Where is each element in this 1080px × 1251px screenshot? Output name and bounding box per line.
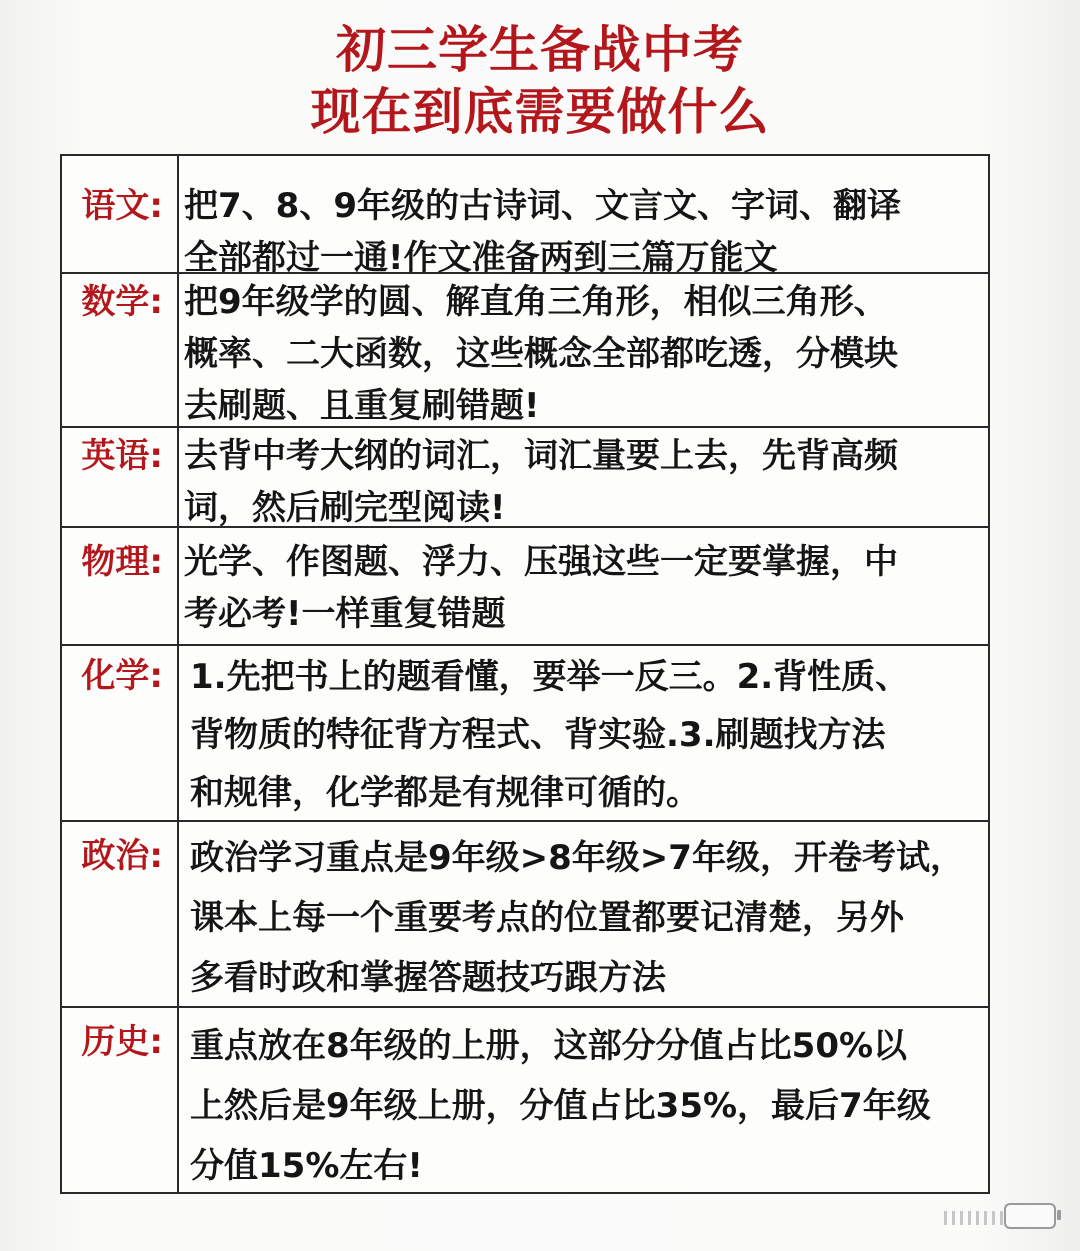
study-plan-table: [60, 154, 990, 1194]
subject-content: [190, 648, 978, 822]
page-subtitle: 现在到底需要做什么: [310, 83, 770, 141]
content-line: 课本上每一个重要考点的位置都要记清楚，另外: [190, 898, 904, 938]
subject-label: 物理:: [81, 542, 163, 582]
subject-label: 数学:: [81, 282, 163, 322]
content-line: 考必考!一样重复错题: [184, 594, 506, 634]
content-line: 去背中考大纲的词汇，词汇量要上去，先背高频: [184, 436, 898, 476]
subject-content: [190, 1016, 978, 1196]
content-line: 背物质的特征背方程式、背实验.3.刷题找方法: [190, 715, 886, 755]
content-line: 去刷题、且重复刷错题!: [184, 386, 540, 426]
page-title: 初三学生备战中考: [336, 21, 744, 79]
table-row-physics: [62, 528, 988, 646]
subject-content: [184, 536, 978, 640]
content-line: 政治学习重点是9年级>8年级>7年级，开卷考试，: [190, 838, 964, 878]
table-row-math: [62, 274, 988, 428]
content-line: 多看时政和掌握答题技巧跟方法: [190, 958, 666, 998]
table-row-chemistry: [62, 646, 988, 822]
content-line: 分值15%左右!: [190, 1146, 423, 1186]
corner-mark: [944, 1211, 1004, 1225]
subject-content: [190, 828, 978, 1008]
subject-label: 历史:: [81, 1022, 163, 1062]
table-row-chinese: [62, 156, 988, 278]
content-line: 把7、8、9年级的古诗词、文言文、字词、翻译: [184, 186, 901, 226]
content-line: 1.先把书上的题看懂，要举一反三。2.背性质、: [190, 657, 910, 697]
content-line: 词，然后刷完型阅读!: [184, 488, 506, 528]
subject-content: [184, 180, 978, 284]
battery-icon: [1004, 1203, 1056, 1229]
content-line: 和规律，化学都是有规律可循的。: [190, 773, 700, 813]
subject-label: 语文:: [81, 186, 163, 226]
content-line: 把9年级学的圆、解直角三角形，相似三角形、: [184, 282, 888, 322]
table-row-english: [62, 428, 988, 528]
content-line: 光学、作图题、浮力、压强这些一定要掌握，中: [184, 542, 898, 582]
content-line: 上然后是9年级上册，分值占比35%，最后7年级: [190, 1086, 931, 1126]
subject-label: 政治:: [81, 836, 163, 876]
table-row-history: [62, 1008, 988, 1192]
subject-content: [184, 430, 978, 534]
content-line: 概率、二大函数，这些概念全部都吃透，分模块: [184, 334, 898, 374]
subject-label: 化学:: [81, 656, 163, 696]
subject-label: 英语:: [81, 436, 163, 476]
content-line: 全部都过一通!作文准备两到三篇万能文: [184, 238, 778, 278]
content-line: 重点放在8年级的上册，这部分分值占比50%以: [190, 1026, 908, 1066]
subject-content: [184, 276, 978, 432]
table-row-politics: [62, 822, 988, 1008]
